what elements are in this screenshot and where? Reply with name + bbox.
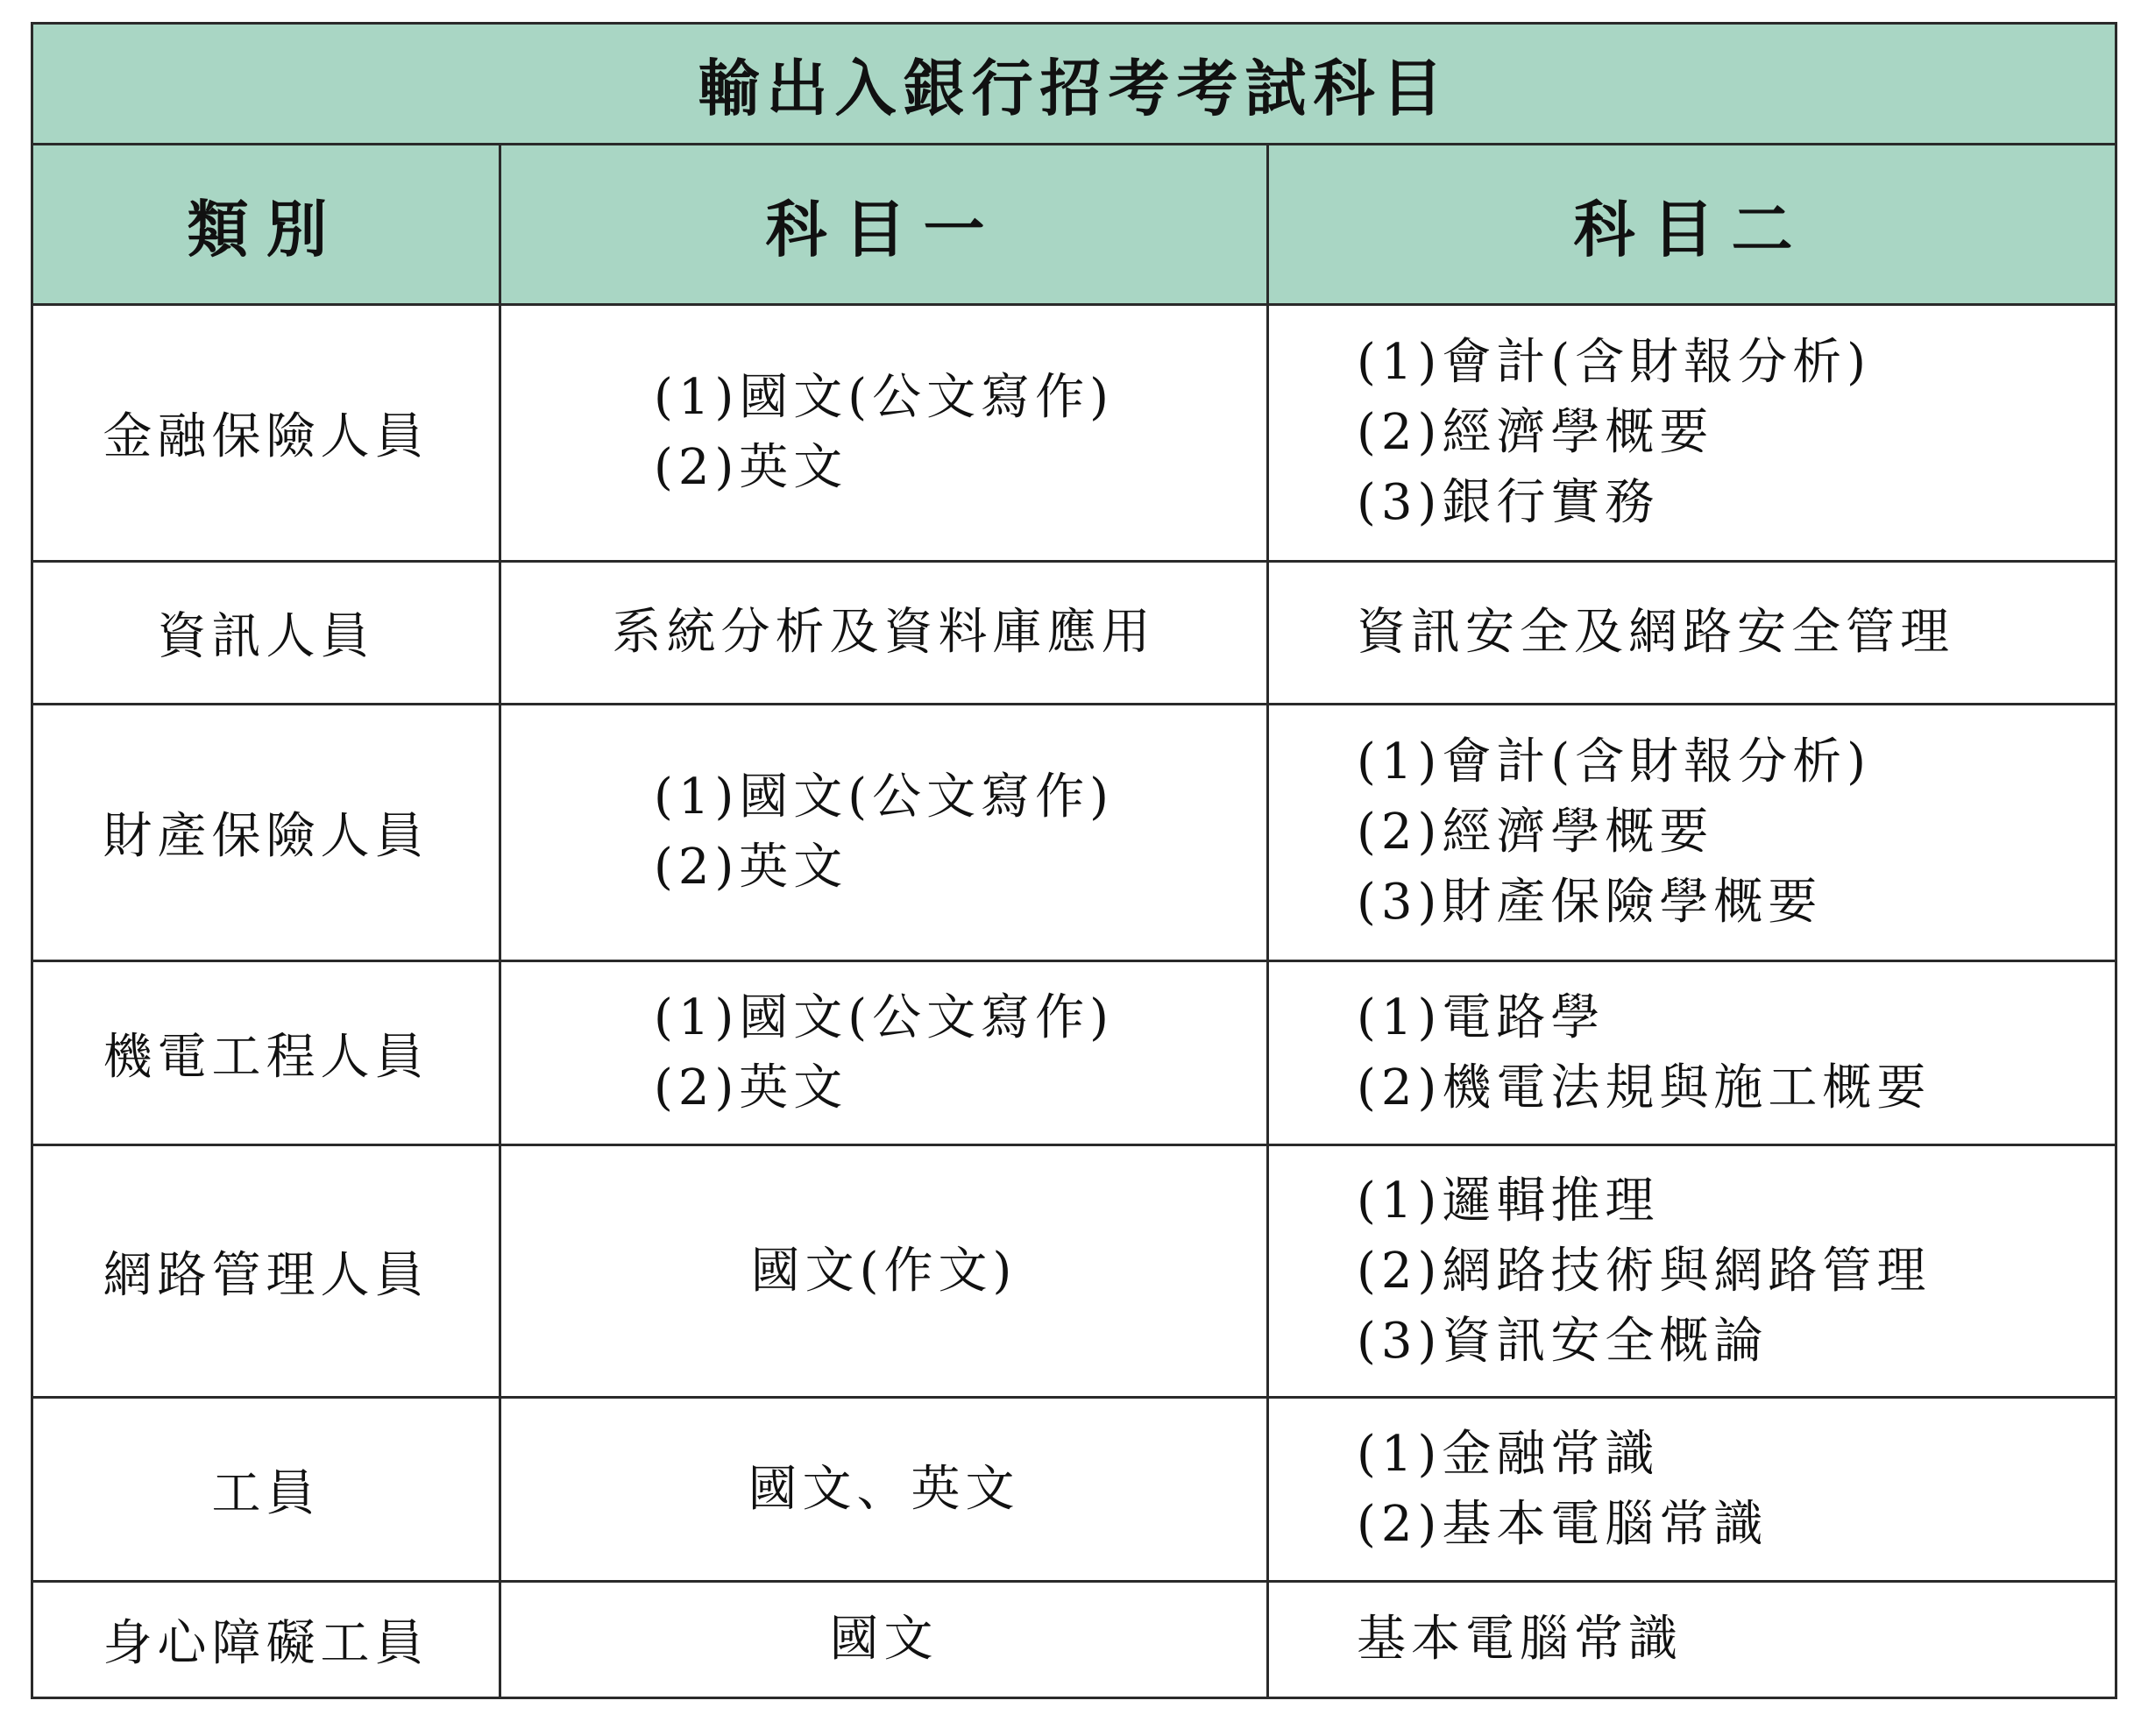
table-row (32, 1398, 2116, 1582)
subject1-line: (1)國文(公文寫作) (653, 769, 1115, 825)
subject2-line: 資訊安全及網路安全管理 (1357, 604, 1954, 661)
title-row (32, 24, 2116, 145)
subject2-line: (2)經濟學概要 (1357, 404, 1714, 461)
subject2-line: (1)會計(含財報分析) (1357, 733, 1872, 790)
table-row (32, 562, 2116, 705)
exam-subjects-table (31, 22, 2117, 1699)
subject2-line: (2)網路技術與網路管理 (1357, 1242, 1932, 1300)
category-cell: 財產保險人員 (32, 705, 500, 961)
subject2-cell (1268, 1398, 2116, 1582)
subject1-cell (500, 562, 1268, 705)
subject2-line: (2)基本電腦常識 (1357, 1495, 1769, 1553)
subject1-cell (500, 305, 1268, 562)
header-row (32, 145, 2116, 305)
subject1-cell (500, 705, 1268, 961)
subject2-line: (2)經濟學概要 (1357, 804, 1714, 861)
subject1-cell (500, 1398, 1268, 1582)
table-row (32, 1582, 2116, 1698)
subject2-line: 基本電腦常識 (1357, 1611, 1683, 1668)
subject2-line: (1)會計(含財報分析) (1357, 334, 1872, 391)
header-subject2: 科目二 (1268, 145, 2116, 305)
table-row (32, 1145, 2116, 1398)
subject2-line: (3)財產保險學概要 (1357, 874, 1823, 931)
subject2-line: (3)資訊安全概論 (1357, 1312, 1769, 1370)
table-row (32, 705, 2116, 961)
subject2-cell (1268, 1145, 2116, 1398)
subject1-line: (2)英文 (653, 439, 848, 496)
subject2-cell (1268, 961, 2116, 1145)
header-subject1: 科目一 (500, 145, 1268, 305)
table-row (32, 961, 2116, 1145)
subject1-cell (500, 1582, 1268, 1698)
subject2-cell (1268, 705, 2116, 961)
subject2-line: (3)銀行實務 (1357, 474, 1660, 531)
subject1-line: 國文 (829, 1611, 939, 1668)
subject1-cell (500, 961, 1268, 1145)
category-cell: 資訊人員 (32, 562, 500, 705)
subject1-line: (2)英文 (653, 839, 848, 896)
subject2-cell (1268, 562, 2116, 705)
subject1-cell (500, 1145, 1268, 1398)
subject1-line: (1)國文(公文寫作) (653, 988, 1115, 1046)
table-title: 輸出入銀行招考考試科目 (32, 24, 2116, 145)
category-cell: 網路管理人員 (32, 1145, 500, 1398)
category-cell: 身心障礙工員 (32, 1582, 500, 1698)
subject2-cell (1268, 1582, 2116, 1698)
category-cell: 機電工程人員 (32, 961, 500, 1145)
subject1-line: 系統分析及資料庫應用 (612, 604, 1156, 661)
table-row (32, 305, 2116, 562)
subject2-line: (1)電路學 (1357, 988, 1606, 1046)
header-category: 類別 (32, 145, 500, 305)
category-cell: 金融保險人員 (32, 305, 500, 562)
subject1-line: (2)英文 (653, 1059, 848, 1116)
subject2-line: (1)金融常識 (1357, 1425, 1660, 1483)
subject2-line: (2)機電法規與施工概要 (1357, 1059, 1932, 1116)
category-cell: 工員 (32, 1398, 500, 1582)
subject1-line: 國文、英文 (748, 1460, 1020, 1518)
subject2-cell (1268, 305, 2116, 562)
subject1-line: (1)國文(公文寫作) (653, 369, 1115, 426)
subject2-line: (1)邏輯推理 (1357, 1172, 1660, 1229)
subject1-line: 國文(作文) (750, 1242, 1017, 1300)
